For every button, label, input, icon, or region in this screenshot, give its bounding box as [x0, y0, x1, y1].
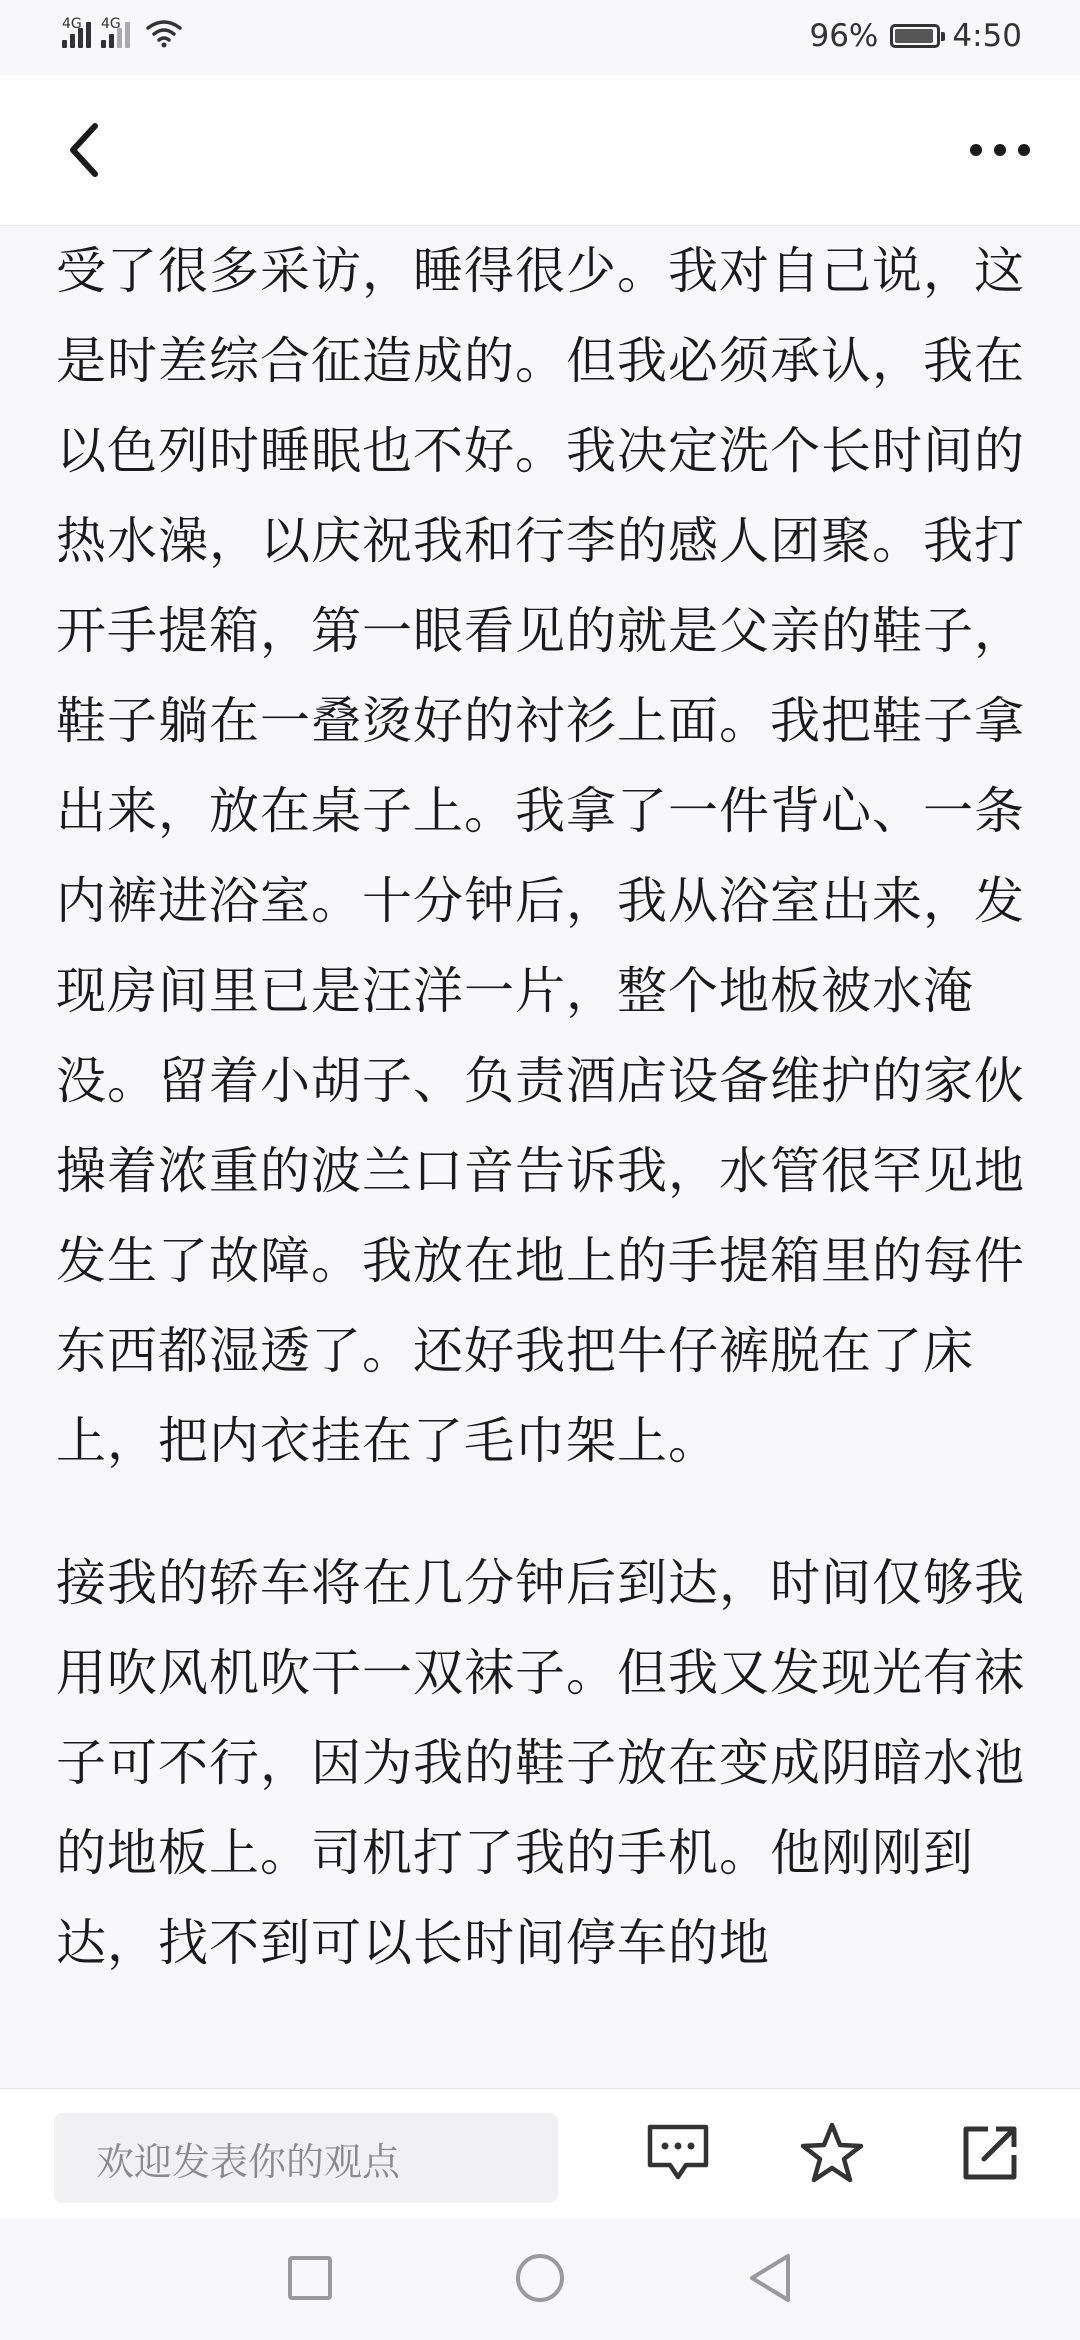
article-body: [56, 226, 1028, 2086]
app-bar: [0, 75, 1080, 226]
bottom-action-bar: [0, 2088, 1080, 2219]
recents-button[interactable]: [280, 2248, 340, 2308]
favorite-button[interactable]: [792, 2113, 872, 2193]
more-button[interactable]: [960, 115, 1040, 185]
share-button[interactable]: [950, 2113, 1030, 2193]
signal-type-label: 4G: [101, 16, 121, 32]
wifi-icon: [146, 18, 182, 48]
recents-square-icon: [286, 2254, 334, 2302]
signal-icon: [101, 16, 130, 48]
battery-percent: 96%: [809, 18, 879, 54]
share-icon: [960, 2123, 1020, 2183]
chevron-left-icon: [65, 120, 105, 180]
back-button[interactable]: [50, 115, 120, 185]
system-nav-bar: [0, 2218, 1080, 2340]
status-bar: [0, 0, 1080, 75]
clock: 4:50: [952, 18, 1022, 54]
signal-icon: [62, 16, 91, 48]
home-button[interactable]: [510, 2248, 570, 2308]
battery-icon: [890, 24, 940, 48]
more-horizontal-icon: [968, 142, 1032, 158]
status-left: [62, 16, 182, 48]
back-triangle-icon: [746, 2252, 794, 2304]
nav-back-button[interactable]: [740, 2248, 800, 2308]
comment-input[interactable]: [54, 2113, 558, 2203]
star-icon: [799, 2121, 865, 2185]
article-paragraph: 受了很多采访，睡得很少。我对自己说，这是时差综合征造成的。但我必须承认，我在以色列时睡眠也不好。我决定洗个长时间的热水澡，以庆祝我和行李的感人团聚。我打开手提箱，第一眼看见的就是父亲的鞋子，鞋子躺在一叠烫好的衬衫上面。我把鞋子拿出来，放在桌子上。我拿了一件背心、一条内裤进浴室。十分钟后，我从浴室出来，发现房间里已是汪洋一片，整个地板被水淹没。留着小胡子、负责酒店设备维护的家伙操着浓重的波兰口音告诉我，水管很罕见地发生了故障。我放在地上的手提箱里的每件东西都湿透了。还好我把牛仔裤脱在了床上，把内衣挂在了毛巾架上。: [56, 242, 1025, 1470]
home-circle-icon: [514, 2252, 566, 2304]
status-right: [809, 18, 1022, 54]
signal-type-label: 4G: [62, 16, 82, 32]
article-paragraph: 接我的轿车将在几分钟后到达，时间仅够我用吹风机吹干一双袜子。但我又发现光有袜子可不行，因为我的鞋子放在变成阴暗水池的地板上。司机打了我的手机。他刚刚到达，找不到可以长时间停车的地: [56, 1554, 1025, 1972]
comment-placeholder: 欢迎发表你的观点: [96, 2139, 401, 2184]
comment-button[interactable]: [638, 2113, 718, 2193]
comment-icon: [646, 2123, 710, 2183]
